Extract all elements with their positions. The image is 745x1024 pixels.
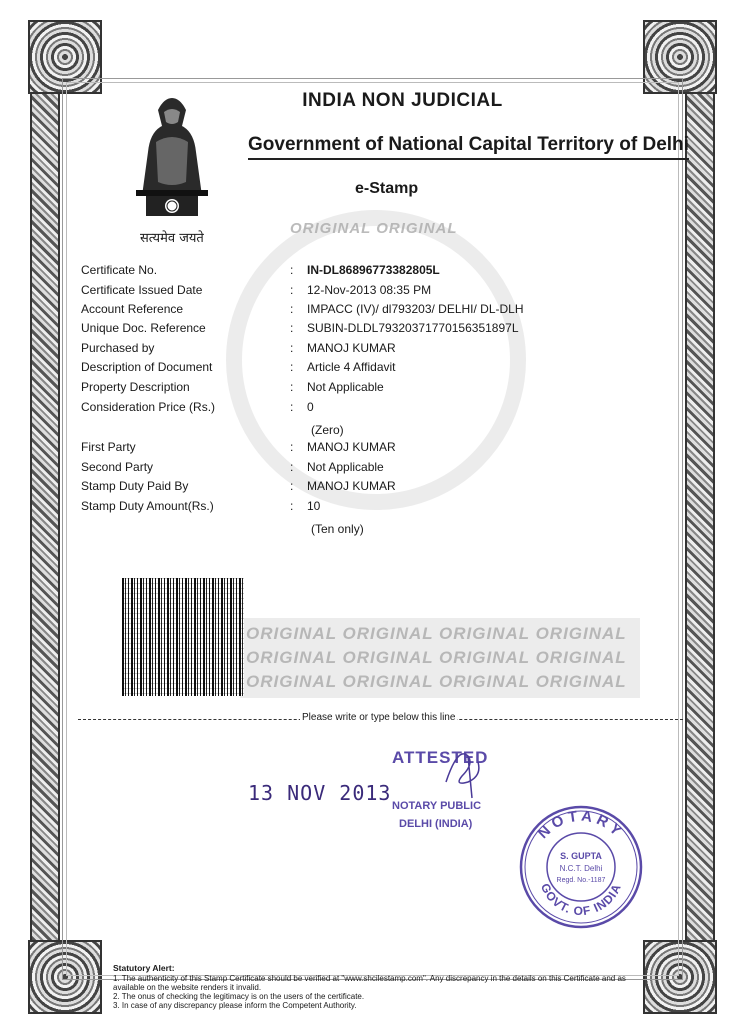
detail-value: Not Applicable <box>307 460 384 474</box>
svg-text:GOVT. OF INDIA <box>538 881 624 918</box>
detail-colon: : <box>290 360 294 374</box>
detail-label: Stamp Duty Paid By <box>81 479 189 493</box>
cut-line-label: Please write or type below this line <box>302 712 456 723</box>
watermark-strip-line: ORIGINAL ORIGINAL ORIGINAL ORIGINAL <box>246 672 627 691</box>
detail-label: Consideration Price (Rs.) <box>81 400 216 414</box>
consideration-in-words: (Zero) <box>311 423 344 437</box>
seal-name: S. GUPTA <box>560 851 602 861</box>
detail-value: MANOJ KUMAR <box>307 479 396 493</box>
seal-place: N.C.T. Delhi <box>559 864 603 873</box>
attested-stamp: ATTESTED <box>392 748 489 767</box>
detail-label: Account Reference <box>81 302 184 316</box>
detail-label: Certificate No. <box>81 263 158 277</box>
statutory-alert-line: 1. The authenticity of this Stamp Certificate should be verified at "www.shcilestamp.com". Any discrepancy in the details on this Certificate and as available on the website renders it invalid. <box>113 974 626 992</box>
statutory-alert-line: 2. The onus of checking the legitimacy is on the users of the certificate. <box>113 992 365 1001</box>
detail-label: Certificate Issued Date <box>81 283 203 297</box>
detail-value: 10 <box>307 499 321 513</box>
detail-colon: : <box>290 460 294 474</box>
stamp-type: e-Stamp <box>355 180 419 197</box>
detail-value: MANOJ KUMAR <box>307 341 396 355</box>
detail-value: IN-DL86896773382805L <box>307 263 440 277</box>
notary-city-stamp: DELHI (INDIA) <box>399 818 473 830</box>
border-pattern-right <box>685 20 715 1004</box>
notary-public-stamp: NOTARY PUBLIC <box>392 800 482 812</box>
detail-value: Not Applicable <box>307 380 384 394</box>
watermark-strip-line: ORIGINAL ORIGINAL ORIGINAL ORIGINAL <box>246 624 627 643</box>
emblem-motto: सत्यमेव जयते <box>140 231 204 246</box>
detail-label: Property Description <box>81 380 190 394</box>
detail-colon: : <box>290 380 294 394</box>
detail-colon: : <box>290 341 294 355</box>
border-pattern-left <box>30 20 60 1004</box>
detail-label: Stamp Duty Amount(Rs.) <box>81 499 214 513</box>
statutory-alert-heading: Statutory Alert: <box>113 963 175 973</box>
date-stamp: 13 NOV 2013 <box>248 781 392 805</box>
svg-text:NOTARY <box>535 808 628 843</box>
detail-label: Description of Document <box>81 360 213 374</box>
detail-colon: : <box>290 440 294 454</box>
detail-label: Unique Doc. Reference <box>81 321 206 335</box>
seal-top-text: NOTARY <box>534 807 628 843</box>
signature-icon <box>438 742 498 802</box>
detail-label: First Party <box>81 440 136 454</box>
detail-value: 12-Nov-2013 08:35 PM <box>307 283 432 297</box>
document-title: INDIA NON JUDICIAL <box>302 90 503 111</box>
qr-code <box>122 578 244 696</box>
government-name: Government of National Capital Territory of Delhi <box>248 134 689 160</box>
detail-value: IMPACC (IV)/ dl793203/ DELHI/ DL-DLH <box>307 302 524 316</box>
watermark-circle-text: ORIGINAL ORIGINAL <box>290 220 458 237</box>
statutory-alert-line: 3. In case of any discrepancy please inform the Competent Authority. <box>113 1001 357 1010</box>
detail-label: Purchased by <box>81 341 155 355</box>
watermark-strip-line: ORIGINAL ORIGINAL ORIGINAL ORIGINAL <box>246 648 627 667</box>
seal-bottom-text: GOVT. OF INDIA <box>537 881 625 919</box>
detail-value: MANOJ KUMAR <box>307 440 396 454</box>
detail-value: 0 <box>307 400 314 414</box>
amount-in-words: (Ten only) <box>311 522 364 536</box>
detail-colon: : <box>290 283 294 297</box>
statutory-alert <box>113 964 633 1010</box>
detail-value: SUBIN-DLDL79320371770156351897L <box>307 321 519 335</box>
seal-regd: Regd. No.-1187 <box>556 877 606 884</box>
detail-label: Second Party <box>81 460 154 474</box>
detail-colon: : <box>290 263 294 277</box>
detail-colon: : <box>290 499 294 513</box>
notary-seal-icon <box>517 803 645 931</box>
detail-colon: : <box>290 302 294 316</box>
detail-value: Article 4 Affidavit <box>307 360 396 374</box>
detail-colon: : <box>290 321 294 335</box>
detail-colon: : <box>290 479 294 493</box>
detail-colon: : <box>290 400 294 414</box>
